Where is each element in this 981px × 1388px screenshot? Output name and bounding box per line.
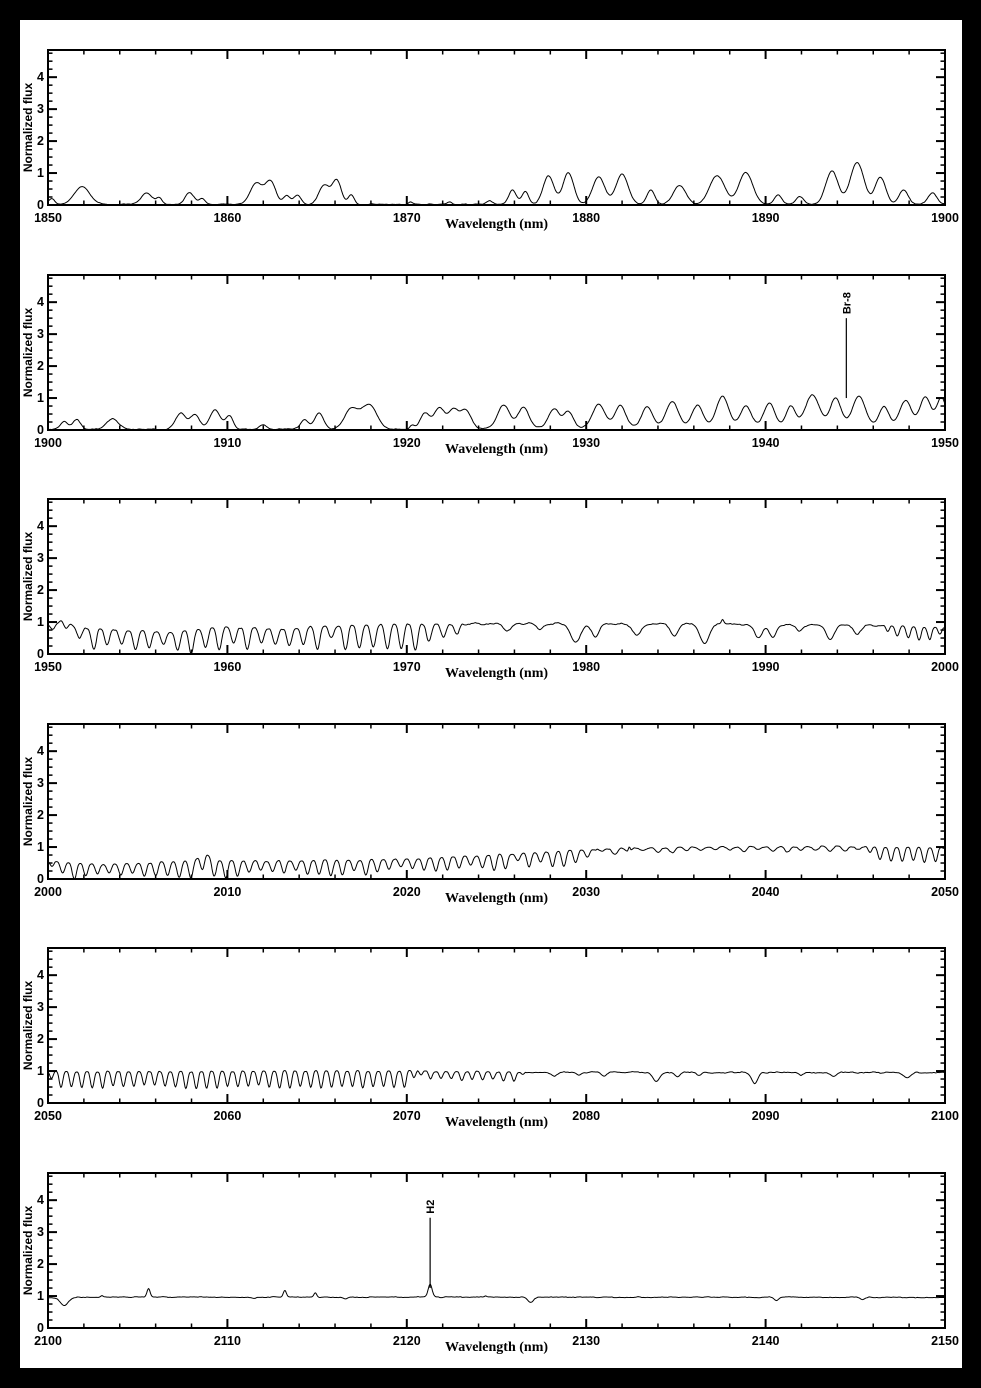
y-tick-label: 3 [37, 327, 44, 342]
line-label: H2 [425, 1199, 438, 1214]
x-tick-label: 1940 [751, 436, 780, 450]
y-axis-title: Normalized flux [21, 82, 35, 173]
y-tick-label: 1 [37, 1064, 44, 1079]
axis-ticks [48, 724, 945, 879]
x-tick-label: 2140 [751, 1334, 780, 1348]
x-tick-label: 2060 [213, 1109, 242, 1123]
x-tick-label: 2050 [34, 1109, 62, 1123]
spectrum-panel-5 [21, 948, 959, 1130]
axis-ticks [48, 50, 945, 205]
spectrum-trace [48, 620, 945, 654]
spectrum-panel-2 [21, 275, 959, 457]
spectrum-trace [48, 1071, 945, 1089]
y-tick-label: 3 [37, 1000, 44, 1015]
y-tick-label: 2 [37, 134, 44, 149]
y-axis-title: Normalized flux [21, 1205, 35, 1296]
x-tick-label: 2100 [931, 1109, 959, 1123]
y-tick-label: 4 [37, 519, 44, 534]
y-tick-label: 1 [37, 615, 44, 630]
x-tick-label: 1970 [392, 660, 421, 674]
x-axis-title: Wavelength (nm) [444, 666, 549, 681]
plot-frame [48, 275, 945, 430]
y-tick-label: 2 [37, 1257, 44, 1272]
plot-page [20, 20, 962, 1368]
x-tick-label: 1990 [751, 660, 780, 674]
x-tick-label: 1920 [392, 436, 421, 450]
x-tick-label: 1870 [392, 211, 421, 225]
x-axis-title: Wavelength (nm) [444, 1115, 549, 1130]
axis-ticks [48, 948, 945, 1103]
spectra-figure [20, 20, 962, 1368]
spectrum-panel-3 [21, 499, 959, 681]
plot-frame [48, 724, 945, 879]
spectrum-panel-4 [21, 724, 959, 906]
y-tick-label: 0 [37, 198, 44, 212]
x-tick-label: 2050 [931, 885, 959, 899]
y-tick-label: 1 [37, 1289, 44, 1304]
axis-ticks [48, 499, 945, 654]
x-tick-label: 1880 [572, 211, 601, 225]
spectrum-trace [48, 395, 945, 430]
x-tick-label: 1980 [572, 660, 601, 674]
y-tick-label: 0 [37, 872, 44, 886]
spectrum-panel-1 [21, 50, 959, 232]
y-tick-label: 4 [37, 968, 44, 983]
y-tick-label: 0 [37, 647, 44, 661]
y-tick-label: 4 [37, 1193, 44, 1208]
y-tick-label: 2 [37, 359, 44, 374]
x-tick-label: 2070 [392, 1109, 421, 1123]
y-tick-label: 0 [37, 1096, 44, 1110]
x-tick-label: 1890 [751, 211, 780, 225]
plot-frame [48, 499, 945, 654]
y-axis-title: Normalized flux [21, 980, 35, 1071]
y-tick-label: 1 [37, 166, 44, 181]
y-tick-label: 4 [37, 295, 44, 310]
y-tick-label: 3 [37, 776, 44, 791]
x-tick-label: 1850 [34, 211, 62, 225]
line-label: Br-8 [841, 292, 854, 315]
y-tick-label: 3 [37, 1225, 44, 1240]
x-tick-label: 2000 [34, 885, 62, 899]
x-axis-title: Wavelength (nm) [444, 217, 549, 232]
x-tick-label: 2090 [751, 1109, 780, 1123]
x-tick-label: 2020 [392, 885, 421, 899]
x-tick-label: 1930 [572, 436, 601, 450]
x-tick-label: 1950 [34, 660, 62, 674]
x-axis-title: Wavelength (nm) [444, 891, 549, 906]
x-tick-label: 2000 [931, 660, 959, 674]
x-tick-label: 1900 [34, 436, 62, 450]
spectrum-panel-6 [21, 1173, 959, 1355]
y-axis-title: Normalized flux [21, 531, 35, 622]
spectrum-trace [48, 846, 945, 879]
x-tick-label: 2080 [572, 1109, 601, 1123]
spectrum-trace [48, 163, 945, 205]
spectrum-trace [48, 1284, 945, 1305]
y-tick-label: 4 [37, 744, 44, 759]
x-tick-label: 1910 [213, 436, 242, 450]
y-tick-label: 2 [37, 808, 44, 823]
x-tick-label: 2110 [213, 1334, 241, 1348]
x-axis-title: Wavelength (nm) [444, 442, 549, 457]
y-tick-label: 1 [37, 391, 44, 406]
plot-frame [48, 948, 945, 1103]
plot-frame [48, 1173, 945, 1328]
x-tick-label: 1950 [931, 436, 959, 450]
x-tick-label: 2010 [213, 885, 242, 899]
x-tick-label: 2030 [572, 885, 601, 899]
axis-ticks [48, 275, 945, 430]
x-tick-label: 2130 [572, 1334, 601, 1348]
plot-frame [48, 50, 945, 205]
x-tick-label: 2120 [392, 1334, 421, 1348]
x-tick-label: 1900 [931, 211, 959, 225]
x-tick-label: 2100 [34, 1334, 62, 1348]
y-tick-label: 1 [37, 840, 44, 855]
y-tick-label: 4 [37, 70, 44, 85]
y-axis-title: Normalized flux [21, 307, 35, 398]
y-tick-label: 0 [37, 423, 44, 437]
y-tick-label: 2 [37, 583, 44, 598]
x-axis-title: Wavelength (nm) [444, 1340, 549, 1355]
y-tick-label: 2 [37, 1032, 44, 1047]
y-tick-label: 0 [37, 1321, 44, 1335]
x-tick-label: 1860 [213, 211, 242, 225]
axis-ticks [48, 1173, 945, 1328]
y-tick-label: 3 [37, 551, 44, 566]
x-tick-label: 2040 [751, 885, 780, 899]
x-tick-label: 1960 [213, 660, 242, 674]
y-axis-title: Normalized flux [21, 756, 35, 847]
x-tick-label: 2150 [931, 1334, 959, 1348]
y-tick-label: 3 [37, 102, 44, 117]
